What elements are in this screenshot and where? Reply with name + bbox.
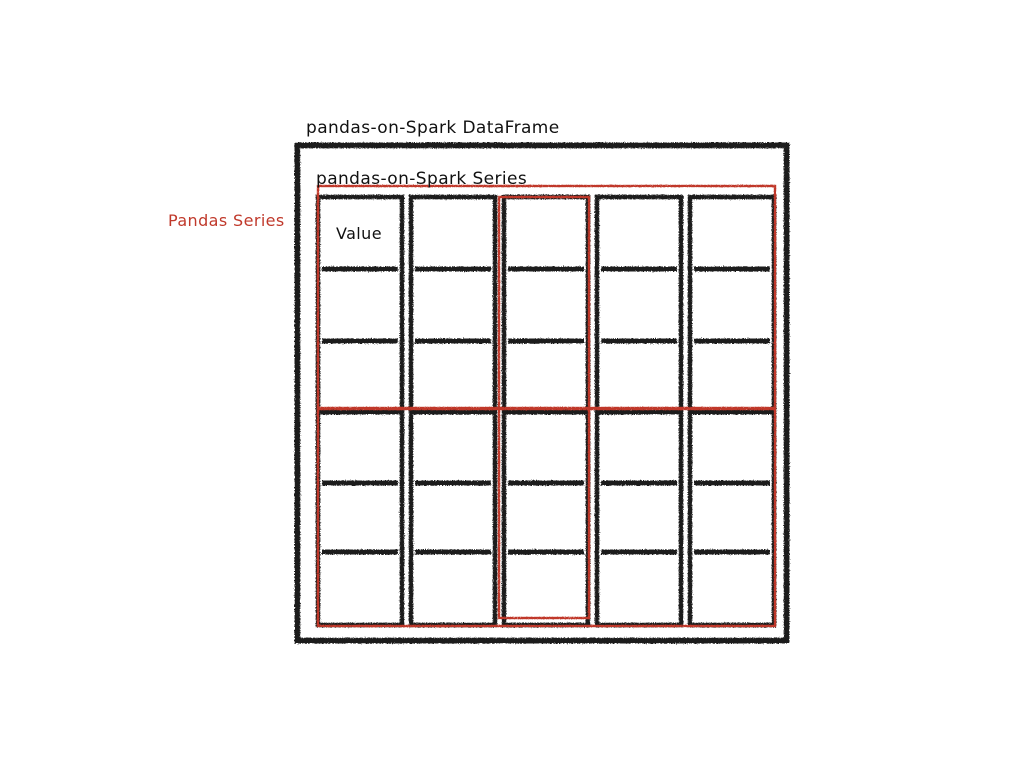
column-box-0: [318, 197, 402, 625]
dataframe-outer-box: [297, 145, 787, 641]
value-label: Value: [336, 224, 382, 243]
pandas-series-highlight: [318, 186, 775, 626]
spark-series-label: pandas-on-Spark Series: [316, 169, 528, 189]
dataframe-label: pandas-on-Spark DataFrame: [306, 118, 560, 138]
pandas-series-label: Pandas Series: [168, 211, 285, 230]
column-box-4: [690, 197, 774, 625]
column-box-1: [411, 197, 495, 625]
column-box-2: [504, 197, 588, 625]
column-boxes: [318, 197, 774, 625]
column-box-3: [597, 197, 681, 625]
